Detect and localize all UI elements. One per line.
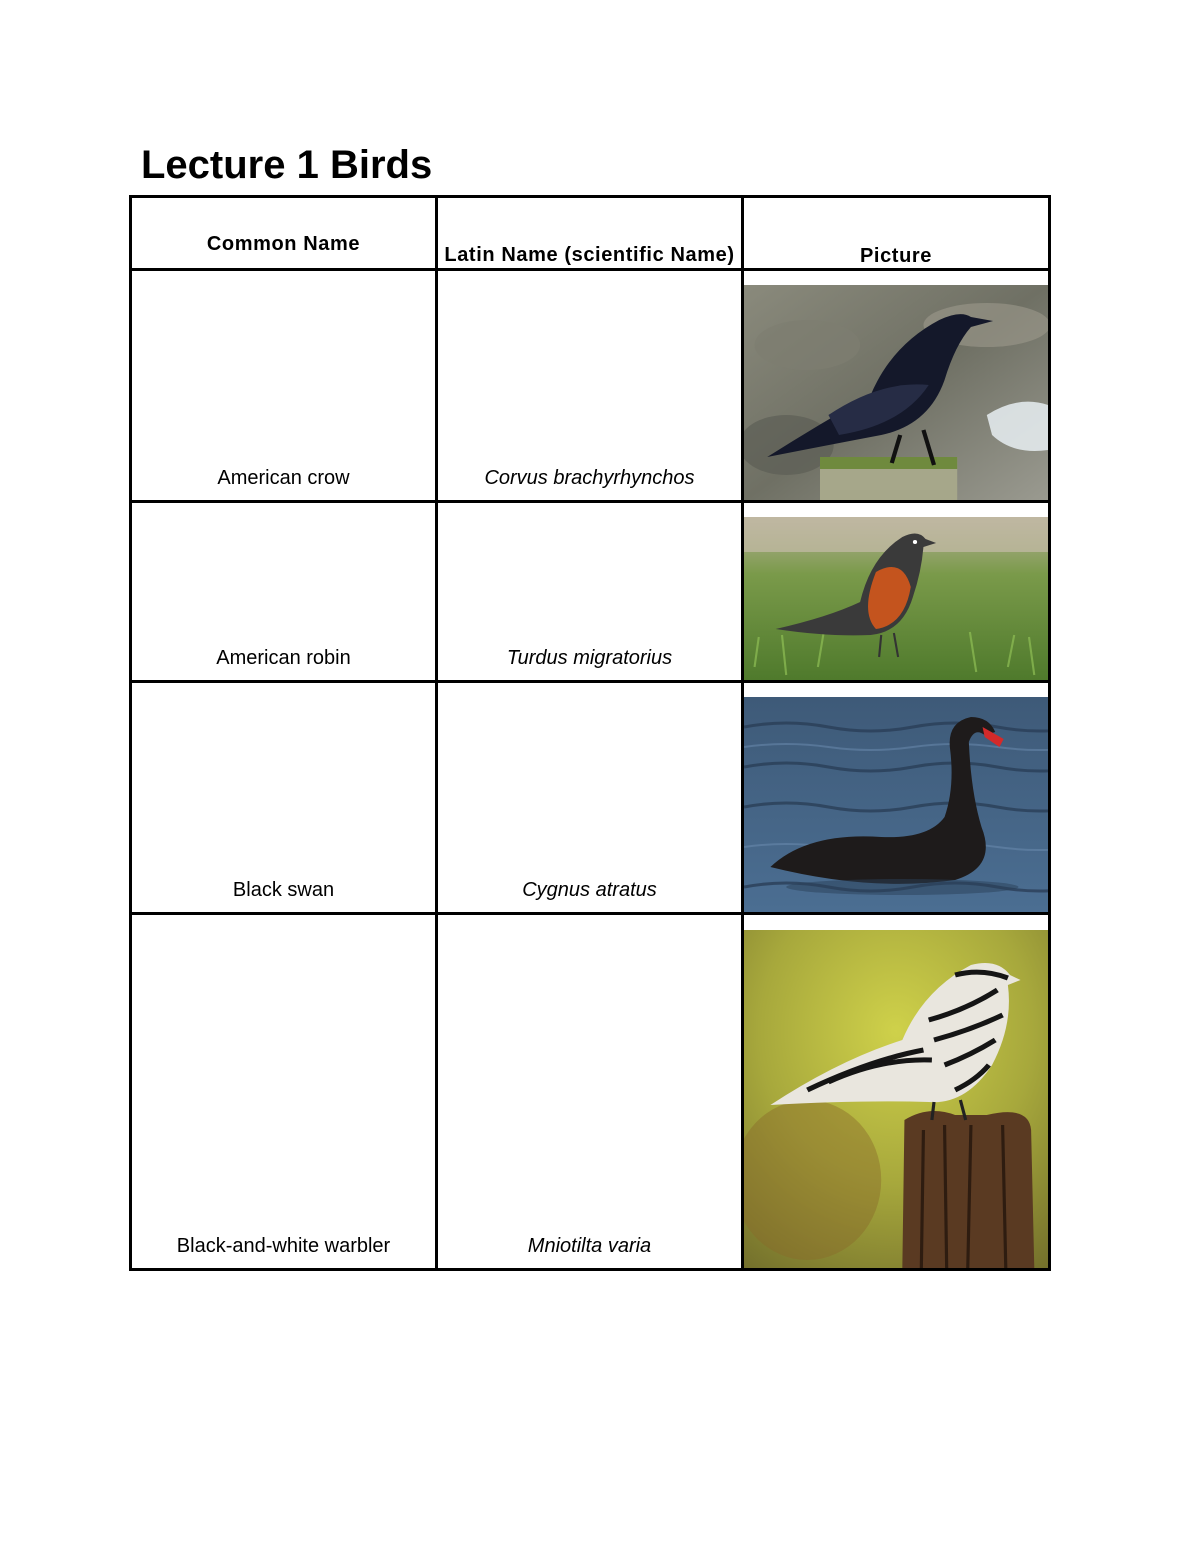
picture-cell xyxy=(743,914,1050,1270)
common-name-cell: American crow xyxy=(131,270,437,502)
common-name-cell: Black swan xyxy=(131,682,437,914)
latin-name-cell: Corvus brachyrhynchos xyxy=(437,270,743,502)
table-row xyxy=(131,502,1050,682)
header-latin-name: Latin Name (scientific Name) xyxy=(437,197,743,270)
black-swan-photo xyxy=(744,697,1048,912)
picture-cell xyxy=(743,270,1050,502)
common-name-cell: American robin xyxy=(131,502,437,682)
latin-name-cell: Turdus migratorius xyxy=(437,502,743,682)
header-row xyxy=(131,197,1050,270)
table-row xyxy=(131,270,1050,502)
table-row xyxy=(131,682,1050,914)
picture-cell xyxy=(743,502,1050,682)
american-crow-photo xyxy=(744,285,1048,500)
page-title: Lecture 1 Birds xyxy=(141,143,433,187)
birds-table xyxy=(129,195,1051,1271)
table-row xyxy=(131,914,1050,1270)
black-and-white-warbler-photo xyxy=(744,930,1048,1268)
american-robin-photo xyxy=(744,517,1048,680)
header-common-name: Common Name xyxy=(131,197,437,270)
picture-cell xyxy=(743,682,1050,914)
latin-name-cell: Cygnus atratus xyxy=(437,682,743,914)
latin-name-cell: Mniotilta varia xyxy=(437,914,743,1270)
common-name-cell: Black-and-white warbler xyxy=(131,914,437,1270)
header-picture: Picture xyxy=(743,197,1050,270)
